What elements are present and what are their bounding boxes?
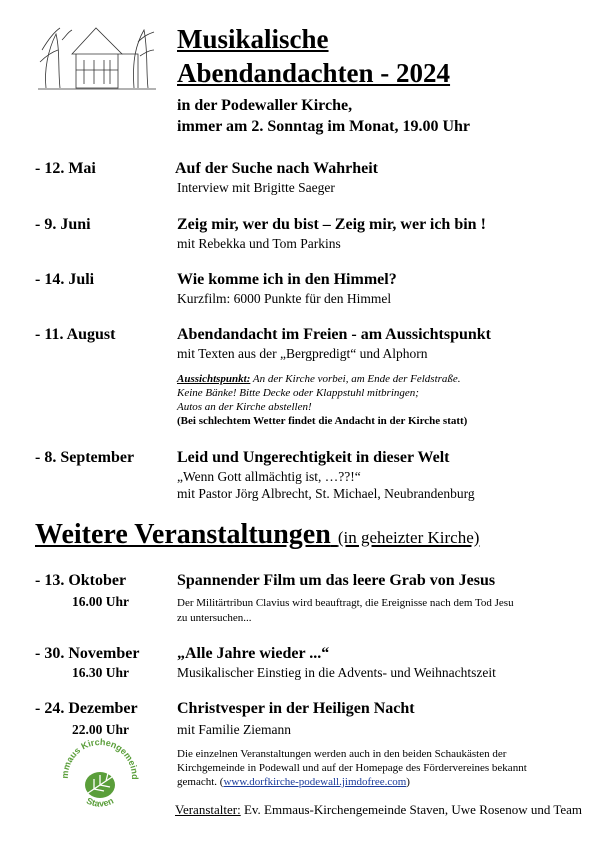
event-desc: mit Rebekka und Tom Parkins [177,236,341,251]
event-date: - 30. November [35,645,140,662]
organizer-text: Ev. Emmaus-Kirchengemeinde Staven, Uwe Rosenow und Team [240,802,583,817]
note-line4: (Bei schlechtem Wetter findet die Andacht in der Kirche statt) [177,415,468,427]
event-desc-2: mit Pastor Jörg Albrecht, St. Michael, Neubrandenburg [177,486,475,501]
event-date: - 11. August [35,326,116,343]
subtitle-line2: immer am 2. Sonntag im Monat, 19.00 Uhr [177,118,471,135]
page-title-line1: Musikalische [177,24,329,54]
organizer-label: Veranstalter: [175,802,241,817]
event-desc-2: zu untersuchen... [177,612,252,624]
event-date: - 24. Dezember [35,700,138,717]
event-title: Christvesper in der Heiligen Nacht [177,700,415,717]
homepage-link[interactable]: www.dorfkirche-podewall.jimdofree.com [223,776,407,788]
info-line2: Kirchgemeinde in Podewall und auf der Homepage des Fördervereines bekannt [177,762,527,774]
church-drawing [38,20,156,92]
event-title: Spannender Film um das leere Grab von Jesus [177,572,496,589]
event-desc: mit Texten aus der „Bergpredigt“ und Alphorn [177,346,428,361]
event-title: Wie komme ich in den Himmel? [177,271,397,288]
section-heading [35,519,479,551]
event-time: 16.30 Uhr [72,665,129,680]
logo-text-top: mmaus Kirchengemeind [59,736,141,780]
section-heading-main: Weitere Veranstaltungen [35,519,331,550]
note-line2: Keine Bänke! Bitte Decke oder Klappstuhl mitbringen; [177,387,419,399]
event-date: - 9. Juni [35,216,91,233]
event-desc: Musikalischer Einstieg in die Advents- und Weihnachtszeit [177,665,496,680]
event-title: Abendandacht im Freien - am Aussichtspunkt [177,326,491,343]
organizer-line [175,802,582,818]
event-title: „Alle Jahre wieder ...“ [177,645,330,662]
info-line1: Die einzelnen Veranstaltungen werden auch in den beiden Schaukästen der [177,748,507,760]
event-time: 16.00 Uhr [72,594,129,609]
note-label: Aussichtspunkt: [177,373,251,385]
event-title: Zeig mir, wer du bist – Zeig mir, wer ich bin ! [177,216,486,233]
info-line3-end: ) [406,776,410,788]
subtitle-line1: in der Podewaller Kirche, [177,97,353,114]
event-title: Leid und Ungerechtigkeit in dieser Welt [177,449,450,466]
event-desc: mit Familie Ziemann [177,722,291,737]
event-desc: Interview mit Brigitte Saeger [177,180,335,195]
info-line3-text: gemacht. ( [177,776,224,788]
page-title-line2: Abendandachten - 2024 [177,58,451,88]
info-line3 [177,775,410,789]
event-desc: Der Militärtribun Clavius wird beauftragt, die Ereignisse nach dem Tod Jesu [177,597,514,609]
event-time: 22.00 Uhr [72,722,129,737]
section-heading-sub: (in geheizter Kirche) [337,528,480,547]
note-line1: An der Kirche vorbei, am Ende der Feldstraße. [250,373,461,385]
congregation-logo [58,733,142,817]
august-note [177,372,467,428]
event-date: - 8. September [35,449,135,466]
event-title: Auf der Suche nach Wahrheit [175,160,378,177]
note-line3: Autos an der Kirche abstellen! [177,401,312,413]
event-date: - 12. Mai [35,160,96,177]
logo-text-bottom: Staven [84,795,116,809]
event-desc: „Wenn Gott allmächtig ist, …??!“ [177,469,361,484]
event-date: - 14. Juli [35,271,95,288]
event-desc: Kurzfilm: 6000 Punkte für den Himmel [177,291,392,306]
event-date: - 13. Oktober [35,572,127,589]
